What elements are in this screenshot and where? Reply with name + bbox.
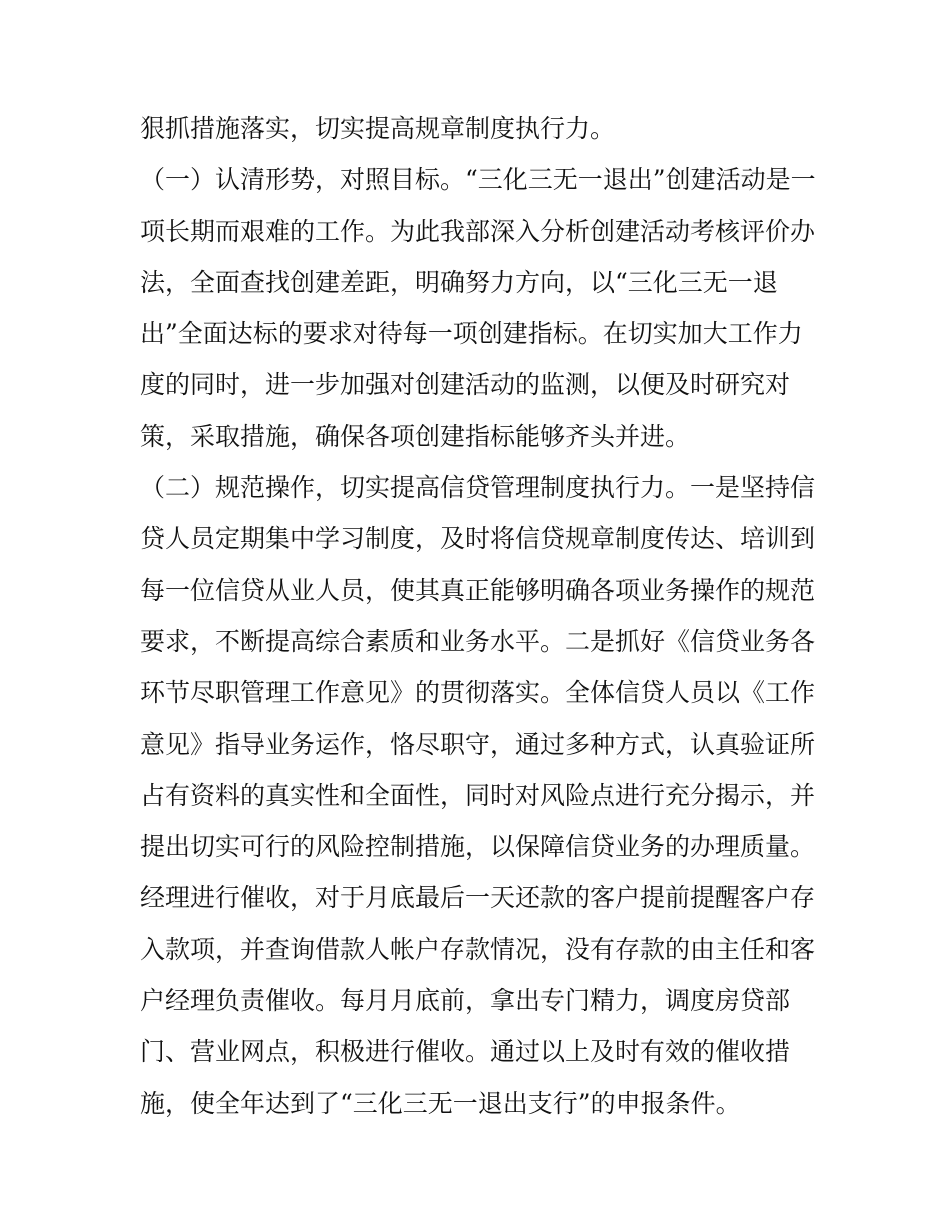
- text-line: 施，使全年达到了“三化三无一退出支行”的申报条件。: [140, 1088, 741, 1118]
- text-line: 度的同时，进一步加强对创建活动的监测，以便及时研究对: [140, 370, 791, 400]
- text-line: （二）规范操作，切实提高信贷管理制度执行力。一是坚持信: [140, 473, 816, 503]
- text-line: 要求，不断提高综合素质和业务水平。二是抓好《信贷业务各: [140, 626, 816, 656]
- text-line: 法，全面查找创建差距，明确努力方向，以“三化三无一退: [140, 267, 778, 297]
- text-line: 环节尽职管理工作意见》的贯彻落实。全体信贷人员以《工作: [140, 678, 816, 708]
- text-line: 策，采取措施，确保各项创建指标能够齐头并进。: [140, 421, 691, 451]
- text-line: 户经理负责催收。每月月底前，拿出专门精力，调度房贷部: [140, 986, 791, 1016]
- text-line: 贷人员定期集中学习制度，及时将信贷规章制度传达、培训到: [140, 524, 816, 554]
- text-line: （一）认清形势，对照目标。“三化三无一退出”创建活动是一: [140, 165, 816, 195]
- text-line: 意见》指导业务运作，恪尽职守，通过多种方式，认真验证所: [140, 729, 816, 759]
- text-line: 门、营业网点，积极进行催收。通过以上及时有效的催收措: [140, 1037, 791, 1067]
- text-line: 入款项，并查询借款人帐户存款情况，没有存款的由主任和客: [140, 934, 816, 964]
- text-line: 每一位信贷从业人员，使其真正能够明确各项业务操作的规范: [140, 575, 816, 605]
- text-line: 项长期而艰难的工作。为此我部深入分析创建活动考核评价办: [140, 216, 816, 246]
- text-line: 经理进行催收，对于月底最后一天还款的客户提前提醒客户存: [140, 883, 816, 913]
- text-line: 出”全面达标的要求对待每一项创建指标。在切实加大工作力: [140, 319, 803, 349]
- text-line: 狠抓措施落实，切实提高规章制度执行力。: [140, 114, 616, 143]
- text-line: 占有资料的真实性和全面性，同时对风险点进行充分揭示，并: [140, 780, 816, 810]
- body-text: [140, 103, 820, 1129]
- text-line: 提出切实可行的风险控制措施，以保障信贷业务的办理质量。: [140, 832, 816, 862]
